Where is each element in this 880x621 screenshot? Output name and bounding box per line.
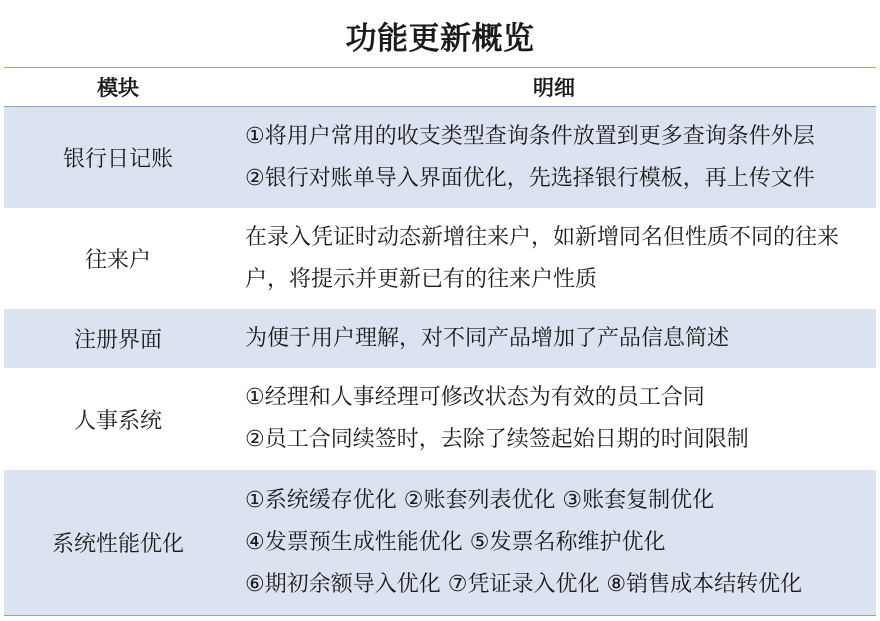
detail-line: ②银行对账单导入界面优化，先选择银行模板，再上传文件 xyxy=(245,165,815,191)
module-cell: 人事系统 xyxy=(4,368,232,470)
page-title: 功能更新概览 xyxy=(345,21,535,57)
table-header-row xyxy=(4,68,876,107)
detail-line: ①经理和人事经理可修改状态为有效的员工合同 xyxy=(245,385,705,410)
detail-cell xyxy=(232,470,876,615)
detail-line: ①将用户常用的收支类型查询条件放置到更多查询条件外层 xyxy=(245,123,815,149)
detail-cell xyxy=(232,368,876,470)
table-bottom-rule xyxy=(4,615,876,616)
module-cell: 注册界面 xyxy=(4,309,232,368)
detail-cell xyxy=(232,107,876,209)
table-row xyxy=(4,309,876,368)
detail-cell xyxy=(232,309,876,368)
detail-text: 在录入凭证时动态新增往来户，如新增同名但性质不同的往来户，将提示并更新已有的往来户性质 xyxy=(245,224,840,292)
detail-line: ⑥期初余额导入优化 ⑦凭证录入优化 ⑧销售成本结转优化 xyxy=(245,571,803,597)
detail-cell xyxy=(232,208,876,309)
table-row xyxy=(4,470,876,615)
detail-line: ④发票预生成性能优化 ⑤发票名称维护优化 xyxy=(245,529,666,555)
module-cell: 银行日记账 xyxy=(4,107,232,209)
table-row xyxy=(4,107,876,209)
table-row xyxy=(4,368,876,470)
feature-update-table xyxy=(4,67,876,615)
module-cell: 系统性能优化 xyxy=(4,470,232,615)
detail-line: ②员工合同续签时，去除了续签起始日期的时间限制 xyxy=(245,427,749,452)
header-module: 模块 xyxy=(4,68,232,107)
detail-line: 为便于用户理解，对不同产品增加了产品信息简述 xyxy=(245,325,730,351)
header-detail: 明细 xyxy=(232,68,876,107)
detail-line: ①系统缓存优化 ②账套列表优化 ③账套复制优化 xyxy=(245,487,715,513)
module-cell: 往来户 xyxy=(4,208,232,309)
table-row xyxy=(4,208,876,309)
